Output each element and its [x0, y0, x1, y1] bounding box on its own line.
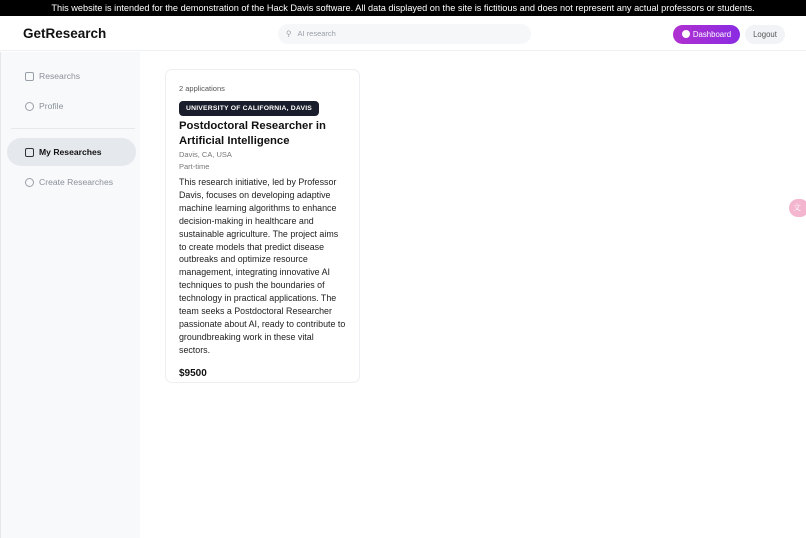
sidebar-item-label: Profile — [39, 101, 64, 111]
dashboard-label: Dashboard — [692, 30, 732, 39]
sidebar-item-my-researches[interactable] — [25, 147, 102, 157]
header — [0, 16, 806, 51]
plus-circle-icon — [25, 178, 34, 187]
dashboard-button[interactable] — [673, 25, 740, 44]
disclaimer-banner: This website is intended for the demonstration of the Hack Davis software. All data displayed on the site is fictitious and does not represent any actual professors or students. — [0, 0, 806, 16]
sidebar-item-label: Create Researches — [39, 177, 114, 187]
search-input[interactable] — [278, 24, 531, 44]
translate-icon[interactable]: 文 — [789, 199, 806, 217]
search-icon: ⚲ — [286, 29, 292, 38]
sidebar-item-label: My Researches — [39, 147, 102, 157]
description: This research initiative, led by Professor Davis, focuses on developing adaptive machine learning algorithms to enhance decision-making in healthcare and sustainable agriculture. The project aims to create models that predict disease outbreaks and optimize resource management, integrating innovative AI techniques to push the boundaries of technology in practical applications. The team seeks a Postdoctoral Researcher passionate about AI, ready to contribute to groundbreaking work in these vital sectors. — [179, 177, 346, 355]
logout-button[interactable]: Logout — [745, 25, 785, 44]
research-title: Postdoctoral Researcher in Artificial Intelligence — [179, 120, 326, 147]
employment-type: Part-time — [179, 162, 210, 171]
user-icon — [682, 30, 690, 38]
sidebar-item-create-researches[interactable] — [25, 177, 113, 187]
logo[interactable]: GetResearch — [23, 26, 107, 41]
sidebar-item-profile[interactable] — [25, 101, 63, 111]
location: Davis, CA, USA — [179, 150, 232, 159]
divider — [11, 128, 135, 129]
sidebar-item-researchs[interactable] — [25, 71, 80, 81]
applications-count: 2 applications — [179, 84, 225, 93]
salary: $9500 — [179, 367, 207, 379]
list-icon — [25, 148, 34, 157]
user-circle-icon — [25, 102, 34, 111]
research-card[interactable] — [165, 69, 360, 383]
university-badge: UNIVERSITY OF CALIFORNIA, DAVIS — [179, 101, 319, 116]
briefcase-search-icon — [25, 72, 34, 81]
sidebar — [0, 52, 140, 538]
sidebar-item-label: Researchs — [39, 71, 81, 81]
search-placeholder: AI research — [297, 29, 336, 38]
